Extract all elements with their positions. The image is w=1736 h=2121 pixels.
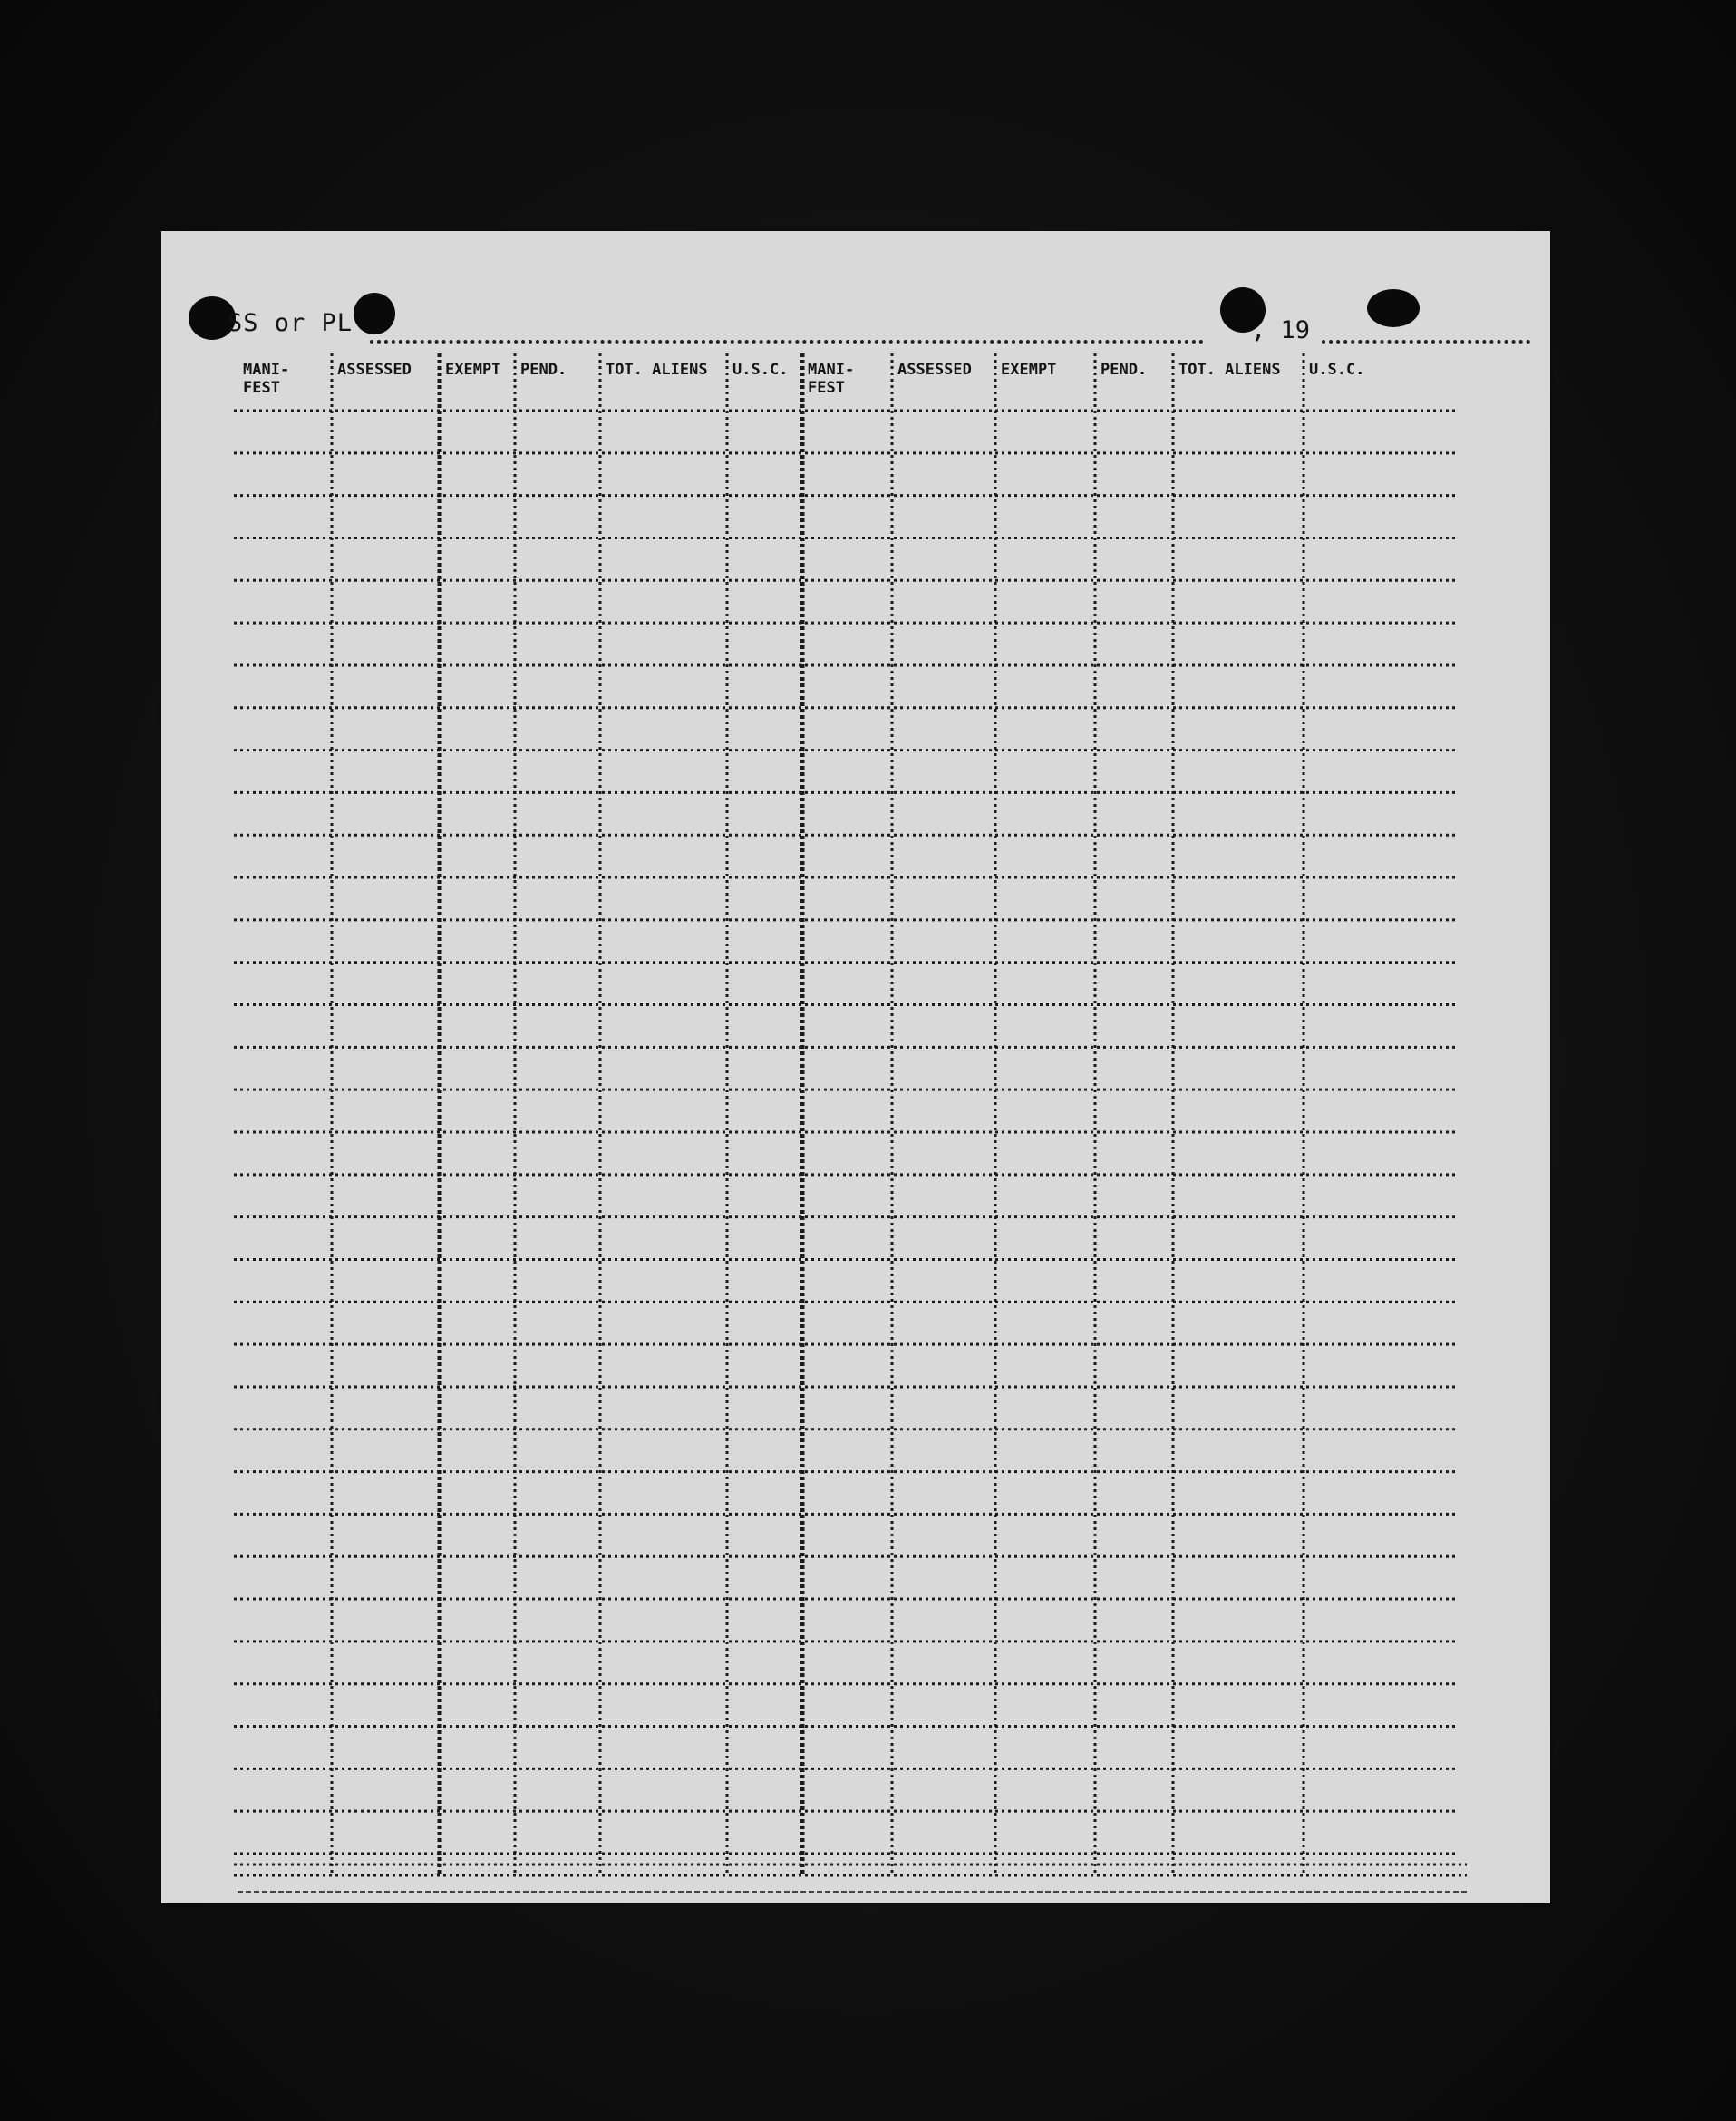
column-header-9: EXEMPT [1001, 361, 1057, 379]
column-header-5: TOT. ALIENS [606, 361, 708, 379]
column-header-7: MANI- FEST [808, 361, 855, 397]
column-header-12: U.S.C. [1309, 361, 1365, 379]
column-header-3: EXEMPT [445, 361, 501, 379]
date-year-label: , 19 [1251, 316, 1311, 344]
column-header-10: PEND. [1101, 361, 1148, 379]
column-header-4: PEND. [520, 361, 567, 379]
column-header-11: TOT. ALIENS [1178, 361, 1281, 379]
column-header-1: MANI- FEST [243, 361, 290, 397]
column-header-8: ASSESSED [897, 361, 972, 379]
ledger-grid [161, 231, 1550, 1903]
vessel-label: SS or PL [228, 309, 354, 337]
form-sheet [161, 231, 1550, 1903]
column-header-2: ASSESSED [337, 361, 412, 379]
column-header-6: U.S.C. [732, 361, 789, 379]
